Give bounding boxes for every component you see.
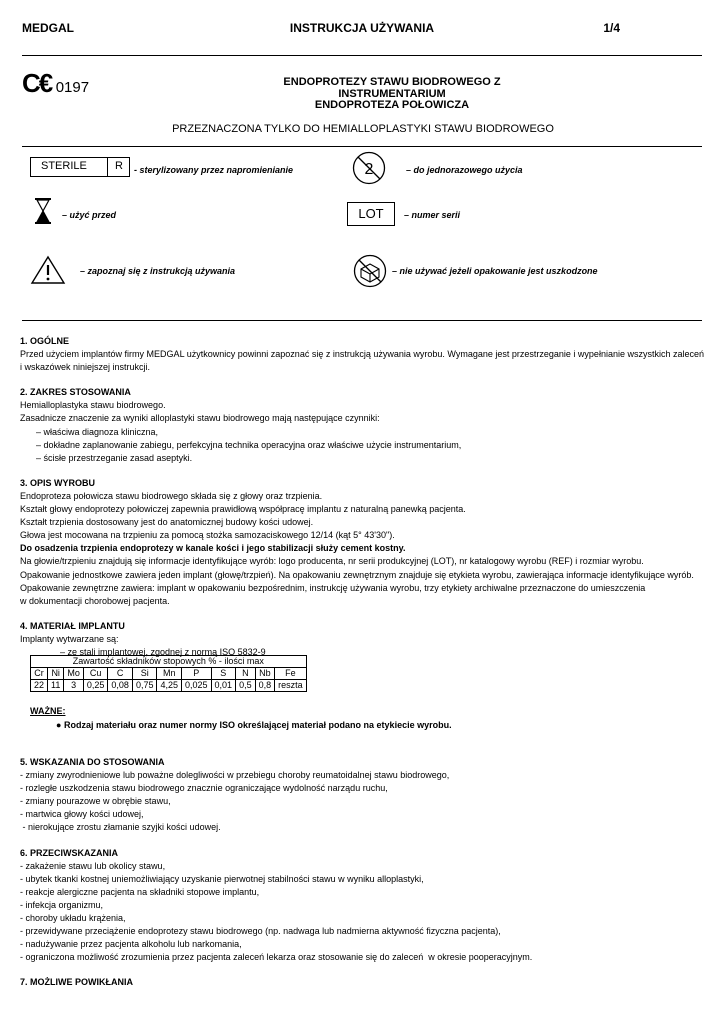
table-cell: 3 [64, 680, 84, 692]
list-item: – ze stali implantowej, zgodnej z normą ISO 5832-9 [60, 646, 266, 657]
section-title: 2. ZAKRES STOSOWANIA [20, 387, 131, 398]
table-header-cell: N [236, 668, 256, 680]
table-value-row [31, 680, 307, 692]
list-item: - nierokujące zrostu złamanie szyjki kości udowej. [20, 822, 221, 833]
doc-title-line1: ENDOPROTEZY STAWU BIODROWEGO Z INSTRUMENTARIUM [283, 76, 501, 100]
caution-icon [30, 255, 66, 285]
list-item: - martwica głowy kości udowej, [20, 809, 144, 820]
damaged-label: – nie używać jeżeli opakowanie jest uszkodzone [392, 266, 598, 276]
sterile-r-symbol [30, 157, 130, 177]
ce-number: 0197 [55, 79, 90, 96]
table-cell: 0,25 [83, 680, 108, 692]
table-header-cell: C [108, 668, 133, 680]
paragraph: Implanty wytwarzane są: [20, 633, 119, 644]
section-title: 6. PRZECIWSKAZANIA [20, 847, 119, 858]
section-title: 3. OPIS WYROBU [20, 477, 96, 488]
paragraph: Opakowanie zewnętrzne zawiera: implant w opakowaniu bezpośrednim, instrukcję używania wyrobu, trzy etykiety archiwalne przeznaczone do umieszczenia [20, 582, 646, 593]
section-title: 5. WSKAZANIA DO STOSOWANIA [20, 757, 165, 767]
symbols-rule [22, 320, 702, 321]
table-header-cell: Si [132, 668, 157, 680]
table-header-cell: Cu [83, 668, 108, 680]
ce-mark [22, 68, 89, 99]
table-cell: 0,75 [132, 680, 157, 692]
table-cell: 0,08 [108, 680, 133, 692]
section-title: 7. MOŻLIWE POWIKŁANIA [20, 977, 133, 988]
table-header-cell: Nb [255, 668, 275, 680]
body-content-lower [20, 756, 704, 990]
paragraph-bold: Do osadzenia trzpienia endoprotezy w kanale kości i jego stabilizacji służy cement kostny. [20, 543, 406, 554]
list-item: - ograniczona możliwość zrozumienia przez pacjenta zaleceń lekarza oraz stosowanie się do zaleceń w okresie pooperacyjnym. [20, 952, 533, 963]
indications-list [20, 769, 704, 834]
list-item: - zmiany pourazowe w obrębie stawu, [20, 796, 171, 807]
list-item: – ścisłe przestrzeganie zasad aseptyki. [36, 452, 193, 463]
paragraph: Endoproteza połowicza stawu biodrowego składa się z głowy oraz trzpienia. [20, 490, 323, 501]
list-item: – właściwa diagnoza kliniczna, [36, 426, 159, 437]
paragraph: Głowa jest mocowana na trzpieniu za pomocą stożka samozaciskowego 12/14 (kąt 5° 43'30"). [20, 530, 395, 541]
table-header-cell: P [182, 668, 212, 680]
important-label: WAŻNE: [30, 706, 66, 716]
composition-table [30, 655, 307, 692]
table-cell: 22 [31, 680, 48, 692]
single-use-label: – do jednorazowego użycia [406, 165, 523, 175]
use-by-label: – użyć przed [62, 210, 117, 220]
table-header-cell: Ni [48, 668, 64, 680]
contraindications-list [20, 860, 704, 965]
sterile-box-text: STERILE [41, 160, 87, 172]
important-text: Rodzaj materiału oraz numer normy ISO określającej materiał podano na etykiecie wyrobu. [63, 720, 452, 730]
paragraph: Zasadnicze znaczenie za wyniki alloplastyki stawu biodrowego mają następujące czynniki: [20, 413, 380, 424]
list-item: - reakcje alergiczne pacjenta na składniki stopowe implantu, [20, 886, 260, 897]
table-header-row [31, 668, 307, 680]
bullet-icon: ● [56, 720, 62, 730]
lot-symbol: LOT [347, 202, 395, 226]
doc-title-line2: ENDOPROTEZA POŁOWICZA [314, 99, 470, 111]
important-item [56, 720, 452, 730]
paragraph: Na głowie/trzpieniu znajdują się informacje identyfikujące wyrób: logo producenta, nr serii produkcyjnej (LOT), nr katalogowy wyrobu (REF) i rozmiar wyrobu. [20, 556, 644, 567]
section-title: 1. OGÓLNE [20, 336, 70, 346]
list-item: - choroby układu krążenia, [20, 913, 126, 924]
paragraph: Kształt głowy endoprotezy połowiczej zapewnia prawidłową współpracę implantu z naturalną panewką pacjenta. [20, 504, 466, 515]
list-item: - infekcja organizmu, [20, 899, 104, 910]
table-header-cell: Mn [157, 668, 182, 680]
section-title: 4. MATERIAŁ IMPLANTU [20, 620, 125, 631]
body-content [20, 335, 704, 659]
paragraph: Hemialloplastyka stawu biodrowego. [20, 400, 166, 411]
table-header-cell: S [211, 668, 236, 680]
list-item: - nadużywanie przez pacjenta alkoholu lub narkomania, [20, 939, 242, 950]
paragraph: Przed użyciem implantów firmy MEDGAL użytkownicy powinni zapoznać się z instrukcją używania wyrobu. Wymagane jest przestrzeganie i wypełnianie wszystkich zaleceń i wskazówek niniejszej instrukcji. [20, 349, 704, 373]
header-right: 1/4 [603, 21, 620, 35]
table-header-cell: Mo [64, 668, 84, 680]
damaged-package-icon [352, 254, 388, 288]
doc-title-line3: PRZEZNACZONA TYLKO DO HEMIALLOPLASTYKI STAWU BIODROWEGO [172, 123, 554, 135]
sterile-box-r: R [115, 160, 123, 172]
list-item: – dokładne zaplanowanie zabiegu, perfekcyjna technika operacyjna oraz właściwe użycie instrumentarium, [36, 439, 462, 450]
caution-label: – zapoznaj się z instrukcją używania [80, 266, 236, 276]
list-item: - przewidywane przeciążenie endoprotezy stawu biodrowego (np. nadwaga lub nadmierna aktywność fizyczna pacjenta), [20, 926, 501, 937]
table-caption: Zawartość składników stopowych % - ilości max [31, 656, 307, 668]
table-cell: 11 [48, 680, 64, 692]
list-item: - zakażenie stawu lub okolicy stawu, [20, 860, 166, 871]
ce-logo-icon: C€ [22, 68, 52, 98]
header-rule [22, 55, 702, 56]
single-use-icon [352, 151, 386, 185]
paragraph: Opakowanie jednostkowe zawiera jeden implant (głowę/trzpień). Na opakowaniu zewnętrznym znajduje się etykieta wyrobu, zawierająca informacje identyfikujące wyrób. [20, 569, 694, 580]
title-rule [22, 146, 702, 147]
table-cell: 0,8 [255, 680, 275, 692]
sterile-label: - sterylizowany przez napromienianie [134, 165, 294, 175]
list-item: - ubytek tkanki kostnej uniemożliwiający uzyskanie pierwotnej stabilności stawu w wyniku alloplastyki, [20, 873, 424, 884]
table-header-cell: Fe [275, 668, 307, 680]
table-cell: 4,25 [157, 680, 182, 692]
header-center: INSTRUKCJA UŻYWANIA [289, 21, 435, 35]
table-cell: reszta [275, 680, 307, 692]
table-cell: 0,01 [211, 680, 236, 692]
table-cell: 0,025 [182, 680, 212, 692]
paragraph: Kształt trzpienia dostosowany jest do anatomicznej budowy kości udowej. [20, 517, 314, 528]
header-left: MEDGAL [22, 21, 74, 35]
table-cell: 0,5 [236, 680, 256, 692]
table-header-cell: Cr [31, 668, 48, 680]
list-item: - rozległe uszkodzenia stawu biodrowego znacznie ograniczające wydolność narządu ruchu, [20, 783, 388, 794]
svg-text:2: 2 [364, 161, 374, 178]
hourglass-icon [34, 197, 52, 225]
paragraph: w dokumentacji chorobowej pacjenta. [20, 595, 170, 606]
lot-label: – numer serii [404, 210, 461, 220]
list-item: - zmiany zwyrodnieniowe lub poważne dolegliwości w przebiegu choroby reumatoidalnej stawu biodrowego, [20, 770, 450, 781]
